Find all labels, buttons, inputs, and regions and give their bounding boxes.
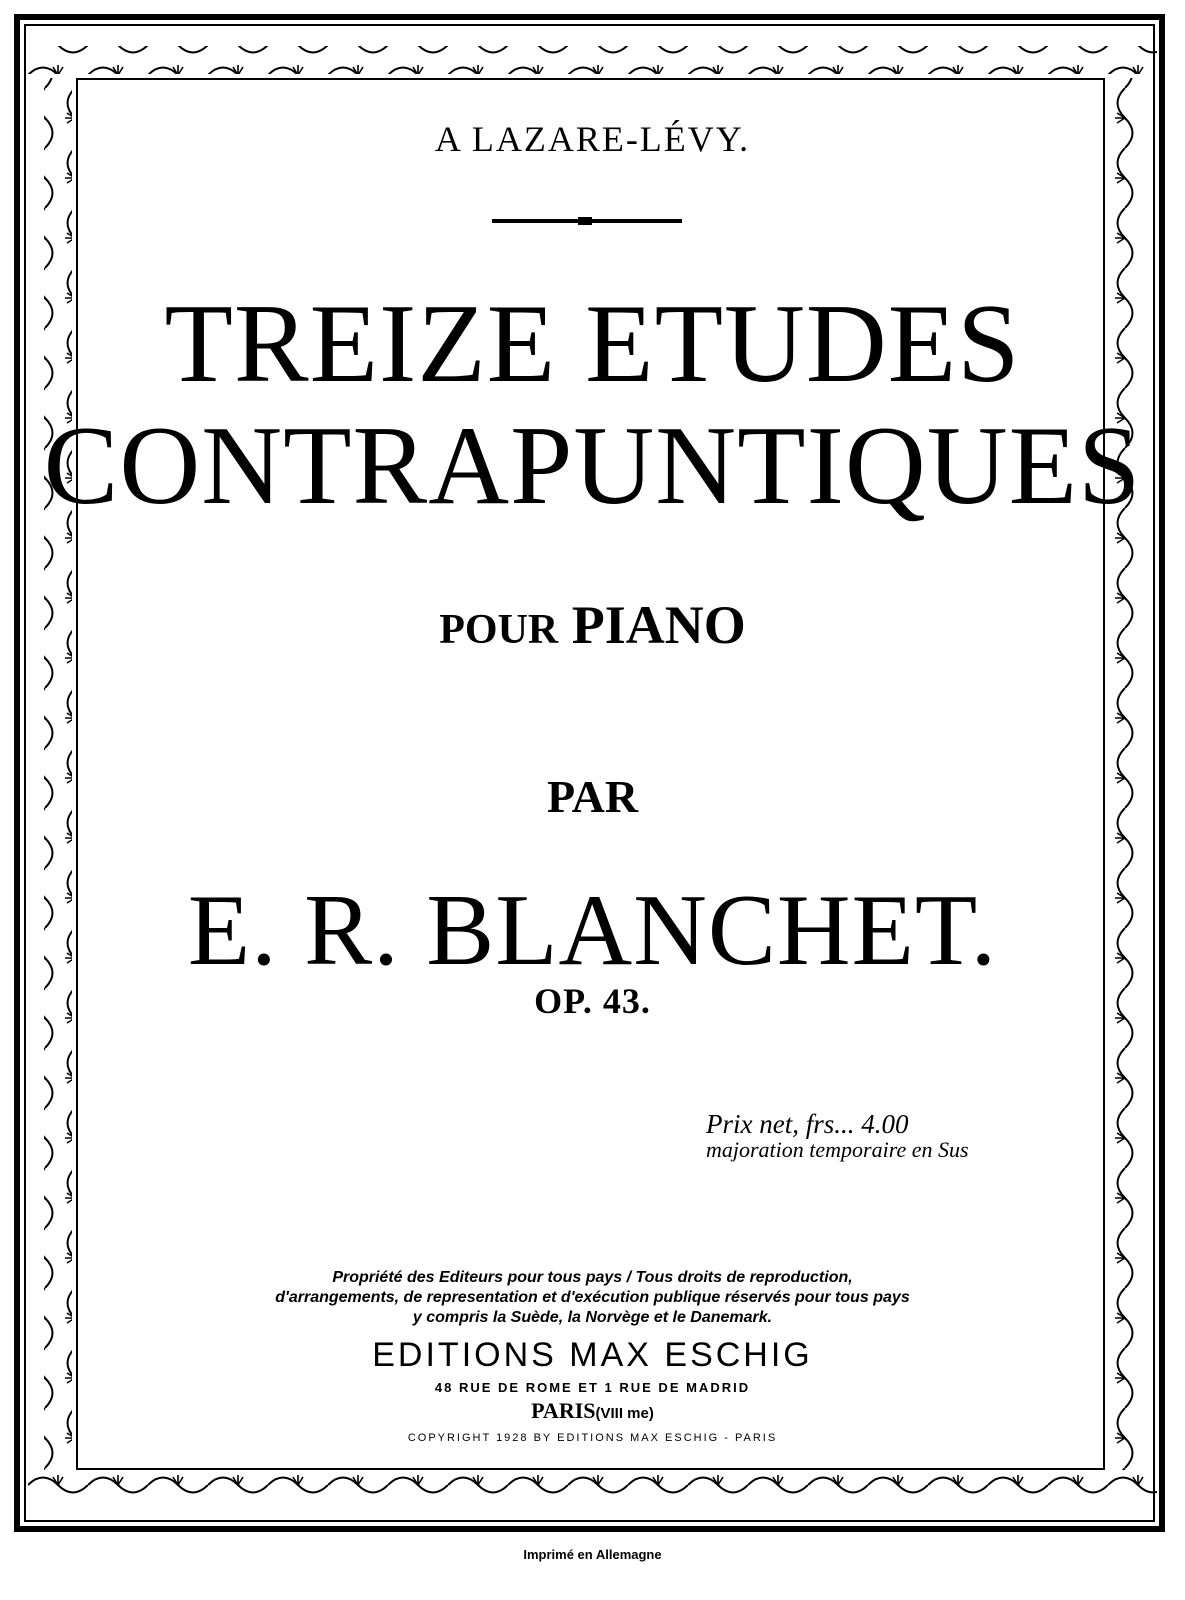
rights-line-1: Propriété des Editeurs pour tous pays / Tous droits de reproduction, — [332, 1269, 853, 1286]
composer-name: E. R. BLANCHET. — [187, 874, 998, 987]
instrument — [0, 594, 1185, 656]
top-ornament — [28, 46, 1157, 74]
city-district: (VIII me) — [595, 1405, 654, 1422]
by-label: PAR — [546, 771, 639, 822]
rights-line-3: y compris la Suède, la Norvège et le Danemark. — [412, 1309, 773, 1326]
rights-notice — [0, 1268, 1185, 1328]
bottom-ornament — [28, 1474, 1157, 1502]
title-line-2: CONTRAPUNTIQUES — [43, 404, 1142, 528]
copyright-notice: COPYRIGHT 1928 BY EDITIONS MAX ESCHIG - PARIS — [407, 1432, 778, 1444]
title-line-1: TREIZE ETUDES — [164, 282, 1021, 406]
publisher-address: 48 RUE DE ROME ET 1 RUE DE MADRID — [434, 1380, 751, 1395]
price-surcharge: majoration temporaire en Sus — [706, 1137, 969, 1163]
title-rule — [492, 216, 682, 226]
instrument-prefix: POUR — [439, 607, 559, 653]
price-line: Prix net, frs... 4.00 — [706, 1109, 909, 1139]
printed-in: Imprimé en Allemagne — [523, 1547, 662, 1562]
instrument-name: PIANO — [571, 595, 746, 655]
rights-line-2: d'arrangements, de representation et d'exécution publique réservés pour tous pays — [275, 1289, 910, 1306]
publisher-name: EDITIONS MAX ESCHIG — [372, 1336, 813, 1374]
city-name: PARIS — [531, 1398, 596, 1423]
opus-number: OP. 43. — [534, 981, 651, 1021]
price-note — [706, 1110, 969, 1161]
dedication: A LAZARE-LÉVY. — [434, 119, 751, 159]
publisher-city — [0, 1398, 1185, 1424]
